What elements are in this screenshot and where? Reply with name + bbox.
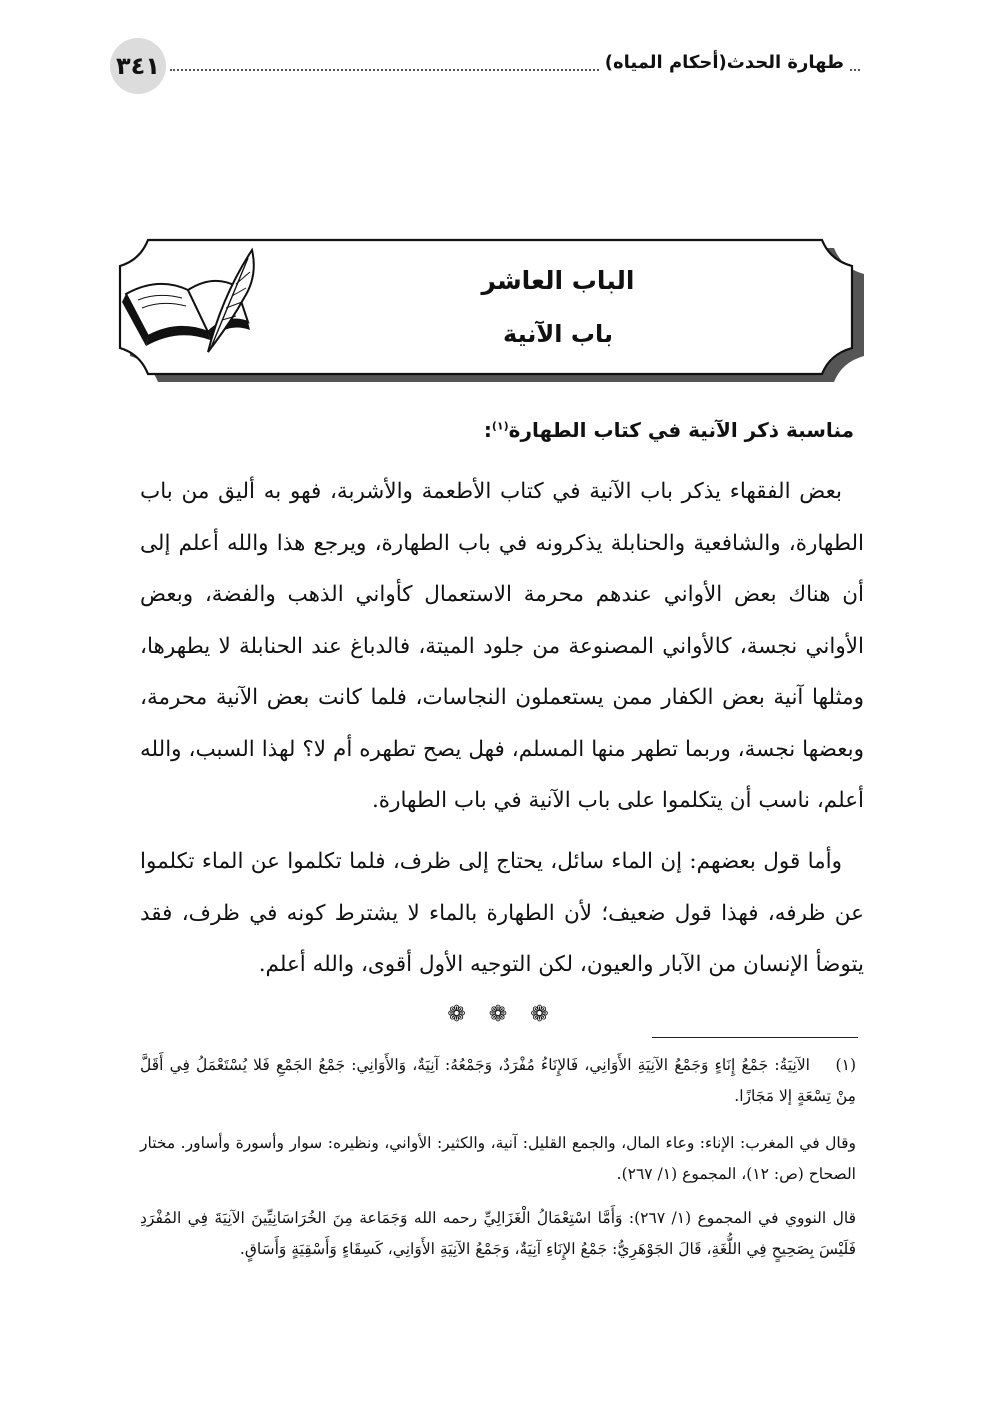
leader-dots-right [850,55,860,71]
page-number: ٣٤١ [116,52,160,80]
footnote-1-mark: (١) [835,1056,856,1074]
footnote-1-continued-b: قال النووي في المجموع (١/ ٢٦٧): وَأَمَّا اسْتِعْمَالُ الْغَزَالِيِّ رحمه الله وَجَمَاعة مِنَ الخُرَاسَانِيِّينَ الآنِيَةَ فِي المُفْرَدِ فَلَيْسَ بِصَحِيحٍ فِي اللُّغَةِ، قَالَ الجَوْهَرِيُّ: جَمْعُ الإِنَاءِ آنِيَةٌ، وَجَمْعُ الآنِيَةِ الأَوَانِي، كَسِقَاءٍ وَأَسْقِيَةٍ وَأَسَاقٍ. [140,1209,856,1258]
body-paragraph-2: وأما قول بعضهم: إن الماء سائل، يحتاج إلى ظرف، فلما تكلموا عن الماء تكلموا عن ظرفه، فهذا قول ضعيف؛ لأن الطهارة بالماء لا يشترط كونه في ظرف، فقد يتوضأ الإنسان من الآبار والعيون، لكن التوجيه الأول أقوى، والله أعلم. [140,849,864,977]
section-heading [134,418,854,442]
footnote-ref: (١) [491,419,509,433]
book-quill-icon [118,236,268,356]
footnote-rule [652,1037,858,1038]
section-separator: ❁ ❁ ❁ [447,1002,557,1027]
footnote-1-text: الآنِيَةُ: جَمْعُ إِنَاءٍ وَجَمْعُ الآنِيَةِ الأَوَانِي، فَالإِنَاءُ مُفْرَدٌ، وَجَمْعُهُ: آنِيَةٌ، وَالأَوَانِي: جَمْعُ الجَمْعِ فَلا يُسْتَعْمَلُ فِي أَقَلَّ مِنْ تِسْعَةٍ إلا مَجَازًا. [140,1056,856,1105]
page-header [100,38,860,98]
footnote-1-continued-a: وقال في المغرب: الإناء: وعاء المال، والجمع القليل: آنية، والكثير: الأواني، ونظيره: سوار وأسورة وأساور. مختار الصحاح (ص: ١٢)، المجموع (١/ ٢٦٧). [140,1134,856,1183]
running-title-paren: (أحكام المياه) [604,52,727,73]
section-heading-colon: : [483,418,492,442]
leader-dots-left [170,55,599,71]
chapter-title-frame [118,236,864,382]
chapter-subtitle: باب الآنية [503,320,613,348]
page-number-badge [110,38,166,94]
running-title-main: طهارة الحدث [726,52,844,73]
footnote-1 [140,1050,856,1112]
body-paragraph-1: بعض الفقهاء يذكر باب الآنية في كتاب الأطعمة والأشربة، فهو به أليق من باب الطهارة، والشافعية والحنابلة يذكرونه في باب الطهارة، ويرجع هذا والله أعلم إلى أن هناك بعض الأواني عندهم محرمة الاستعمال كأواني الذهب والفضة، وبعض الأواني نجسة، كالأواني المصنوعة من جلود الميتة، فالدباغ عند الحنابلة لا يطهرها، ومثلها آنية بعض الكفار ممن يستعملون النجاسات، فلما كانت بعض الآنية محرمة، وبعضها نجسة، وربما تطهر منها المسلم، فهل يصح تطهره أم لا؟ لهذا السبب، والله أعلم، ناسب أن يتكلموا على باب الآنية في باب الطهارة. [140,479,864,813]
section-heading-text: مناسبة ذكر الآنية في كتاب الطهارة [508,418,854,442]
running-title [170,52,860,73]
chapter-title: الباب العاشر [481,266,635,295]
